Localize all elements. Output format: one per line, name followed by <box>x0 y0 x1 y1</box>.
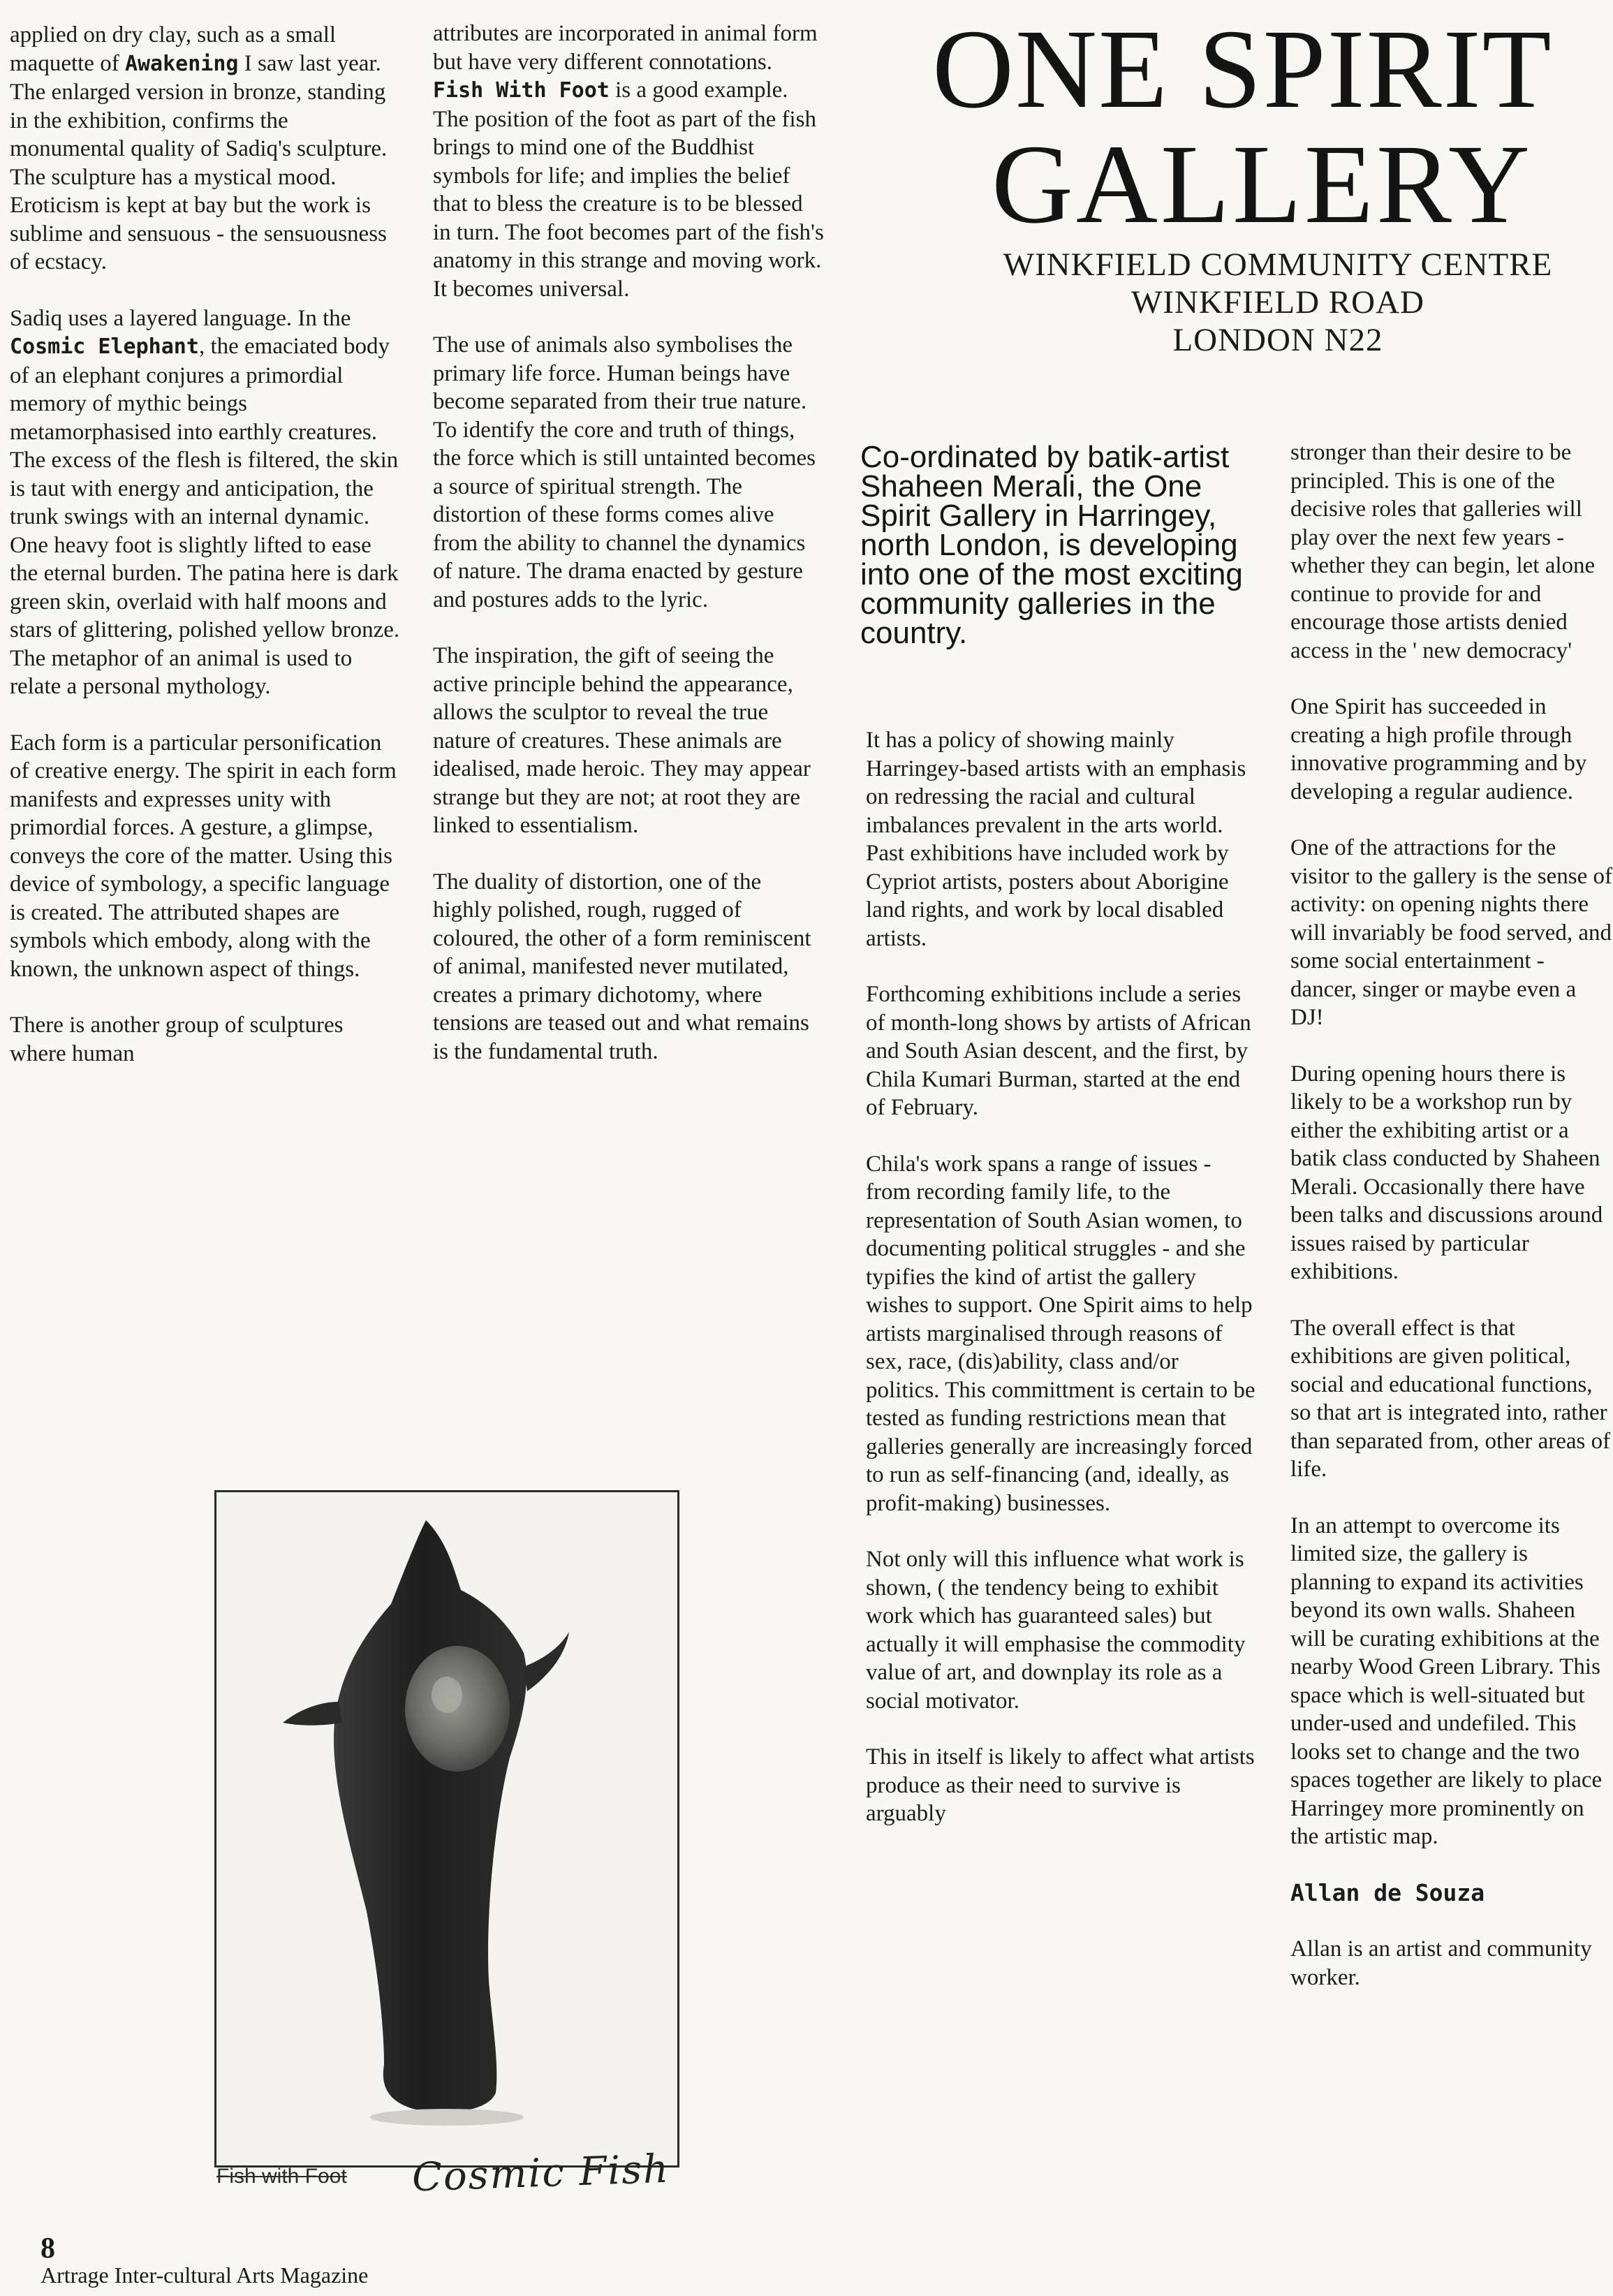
paragraph: Chila's work spans a range of issues - from recording family life, to the representation of South Asian women, to documenting political struggles - and she typifies the kind of artist the gallery wishes to support. One Spirit aims to help artists marginalised through reasons of sex, race, (dis)ability, class and/or politics. This committment is certain to be tested as funding restrictions mean that galleries generally are increasingly forced to run as self-financing (and, ideally, as profit-making) businesses. <box>866 1151 1255 1516</box>
paragraph: One Spirit has succeeded in creating a high profile through innovative programming and by developing a regular audience. <box>1290 694 1587 804</box>
paragraph: This in itself is likely to affect what artists produce as their need to survive is arguably <box>866 1744 1255 1826</box>
paragraph <box>10 304 401 701</box>
text-span: is a good example. The position of the foot as part of the fish brings to mind one of the Buddhist symbols for life; and implies the belief that to bless the creature is to be blessed in turn. The foot becomes part of the fish's anatomy in this strange and moving work. It becomes universal. <box>433 78 824 302</box>
author-byline: Allan de Souza <box>1290 1878 1485 1906</box>
sculpture-image <box>216 1492 677 2165</box>
author-bio: Allan is an artist and community worker. <box>1290 1936 1592 1990</box>
paragraph: The duality of distortion, one of the highly polished, rough, rugged of coloured, the other of a form reminiscent of animal, manifested never mutilated, creates a primary dichotomy, where tensions are teased out and what remains is the fundamental truth. <box>433 869 811 1064</box>
work-title: Awakening <box>124 51 239 76</box>
sculpture-photo <box>214 1490 679 2168</box>
page-number: 8 <box>40 2232 55 2265</box>
paragraph: The use of animals also symbolises the primary life force. Human beings have become separated from their true nature. To identify the core and truth of things, the force which is still untainted becomes a source of spiritual strength. The distortion of these forms comes alive from the ability to channel the dynamics of nature. The drama enacted by gesture and postures adds to the lyric. <box>433 332 816 612</box>
paragraph: Each form is a particular personification of creative energy. The spirit in each form manifests and expresses unity with primordial forces. A gesture, a glimpse, conveys the core of the matter. Using this device of symbology, a specific language is created. The attributed shapes are symbols which embody, along with the known, the unknown aspect of things. <box>10 730 397 982</box>
article-column-4 <box>1290 439 1613 2019</box>
text-span: I saw last year. The enlarged version in bronze, standing in the exhibition, confirms the monumental quality of Sadiq's sculpture. The sculpture has a mystical mood. Eroticism is kept at bay but the work is sublime and sensuous - the sensuousness of ecstacy. <box>10 50 388 274</box>
address-line-1: WINKFIELD COMMUNITY CENTRE <box>1003 246 1553 283</box>
intro-standfirst: Co-ordinated by batik-artist Shaheen Merali, the One Spirit Gallery in Harringey, north London, is developing into one of the most exciting community galleries in the country. <box>860 440 1243 650</box>
paragraph: Not only will this influence what work is shown, ( the tendency being to exhibit work which has guaranteed sales) but actually it will emphasise the commodity value of art, and downplay its role as a social motivator. <box>866 1547 1246 1714</box>
gallery-address <box>971 246 1585 359</box>
text-span: Sadiq uses a layered language. In the <box>10 305 351 331</box>
gallery-headline <box>911 7 1610 247</box>
text-span: , the emaciated body of an elephant conjures a primordial memory of mythic beings metamorphasised into earthly creatures. The excess of the flesh is filtered, the skin is taut with energy and anticipation, the trunk swings with an internal dynamic. One heavy foot is slightly lifted to ease the eternal burden. The patina here is dark green skin, overlaid with half moons and stars of glittering, polished yellow bronze. The metaphor of an animal is used to relate a personal mythology. <box>10 334 400 699</box>
work-title: Fish With Foot <box>433 78 610 103</box>
photo-caption-printed: Fish with Foot <box>216 2165 347 2188</box>
text-span: attributes are incorporated in animal form but have very different connotations. <box>433 21 818 75</box>
paragraph: stronger than their desire to be principled. This is one of the decisive roles that galleries will play over the next few years - whether they can begin, let alone continue to provide for and encourage those artists denied access in the ' new democracy' <box>1290 440 1596 663</box>
headline-line-2: GALLERY <box>992 122 1533 247</box>
photo-caption-handwritten: Cosmic Fish <box>411 2146 671 2201</box>
paragraph: In an attempt to overcome its limited size, the gallery is planning to expand its activities beyond its own walls. Shaheen will be curating exhibitions at the nearby Wood Green Library. This space which is well-situated but under-used and undefiled. This looks set to change and the two spaces together are likely to place Harringey more prominently on the artistic map. <box>1290 1513 1603 1849</box>
paragraph: The inspiration, the gift of seeing the active principle behind the appearance, allows the sculptor to reveal the true nature of creatures. These animals are idealised, made heroic. They may appear strange but they are not; at root they are linked to essentialism. <box>433 643 811 838</box>
work-title: Cosmic Elephant <box>10 334 199 359</box>
paragraph <box>10 21 401 277</box>
paragraph: There is another group of sculptures where human <box>10 1013 344 1066</box>
article-column-1 <box>10 21 401 1096</box>
text-span: applied on dry clay, such as a small maquette of <box>10 22 337 76</box>
article-column-3 <box>866 726 1257 1856</box>
paragraph <box>433 20 824 303</box>
paragraph: One of the attractions for the visitor to the gallery is the sense of activity: on opening nights there will invariably be food served, and some social entertainment - dancer, singer or maybe even a DJ! <box>1290 835 1612 1030</box>
paragraph: The overall effect is that exhibitions are given political, social and educational functions, so that art is integrated into, rather than separated from, other areas of life. <box>1290 1315 1611 1482</box>
address-line-3: LONDON N22 <box>1172 322 1383 358</box>
address-line-2: WINKFIELD ROAD <box>1131 284 1424 321</box>
paragraph: During opening hours there is likely to be a workshop run by either the exhibiting artist or a batik class conducted by Shaheen Merali. Occasionally there have been talks and discussions around issues raised by particular exhibitions. <box>1290 1061 1603 1284</box>
magazine-footer: Artrage Inter-cultural Arts Magazine <box>40 2262 369 2288</box>
article-column-2 <box>433 20 824 1094</box>
paragraph: It has a policy of showing mainly Harringey-based artists with an emphasis on redressing the racial and cultural imbalances prevalent in the arts world. Past exhibitions have included work by Cypriot artists, posters about Aborigine land rights, and work by local disabled artists. <box>866 728 1246 951</box>
paragraph: Forthcoming exhibitions include a series of month-long shows by artists of African and South Asian descent, and the first, by Chila Kumari Burman, started at the end of February. <box>866 982 1251 1120</box>
headline-line-1: ONE SPIRIT <box>932 7 1553 132</box>
